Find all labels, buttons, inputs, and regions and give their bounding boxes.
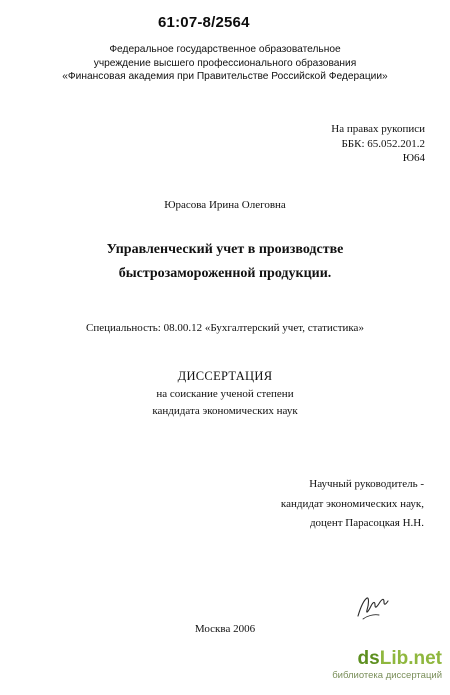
organization-line: «Финансовая академия при Правительстве Российской Федерации» bbox=[62, 71, 388, 82]
organization-line: учреждение высшего профессионального образования bbox=[93, 57, 357, 69]
degree-line: на соискание ученой степени bbox=[156, 387, 294, 400]
organization-line: Федеральное государственное образовательное bbox=[109, 44, 341, 55]
watermark-logo bbox=[324, 648, 442, 670]
watermark-logo-left: ds bbox=[357, 648, 380, 669]
title-line: быстрозамороженной продукции. bbox=[118, 266, 332, 281]
supervisor-name: доцент Парасоцкая Н.Н. bbox=[309, 517, 424, 529]
dissertation-heading: ДИССЕРТАЦИЯ bbox=[177, 369, 273, 383]
supervisor-block bbox=[250, 475, 424, 534]
specialty: Специальность: 08.00.12 «Бухгалтерский учет, статистика» bbox=[86, 322, 364, 334]
organization-header bbox=[0, 43, 450, 84]
city-year: Москва 2006 bbox=[194, 623, 256, 635]
supervisor-label: Научный руководитель - bbox=[309, 478, 424, 490]
dissertation-block bbox=[0, 368, 450, 421]
dissertation-title bbox=[0, 238, 450, 286]
watermark-tagline: библиотека диссертаций bbox=[332, 670, 442, 681]
author-mark: Ю64 bbox=[402, 152, 425, 164]
dslib-watermark bbox=[324, 648, 442, 692]
handwritten-signature bbox=[355, 592, 391, 622]
manuscript-rights: На правах рукописи bbox=[331, 123, 425, 135]
watermark-logo-right: Lib.net bbox=[379, 648, 442, 669]
title-line: Управленческий учет в производстве bbox=[106, 242, 344, 257]
rights-block bbox=[300, 122, 425, 166]
supervisor-degree: кандидат экономических наук, bbox=[280, 497, 424, 510]
degree-line: кандидата экономических наук bbox=[152, 405, 298, 417]
bbk-code: ББК: 65.052.201.2 bbox=[341, 137, 425, 150]
archive-code: 61:07-8/2564 bbox=[158, 14, 250, 31]
author-name: Юрасова Ирина Олеговна bbox=[164, 199, 286, 211]
